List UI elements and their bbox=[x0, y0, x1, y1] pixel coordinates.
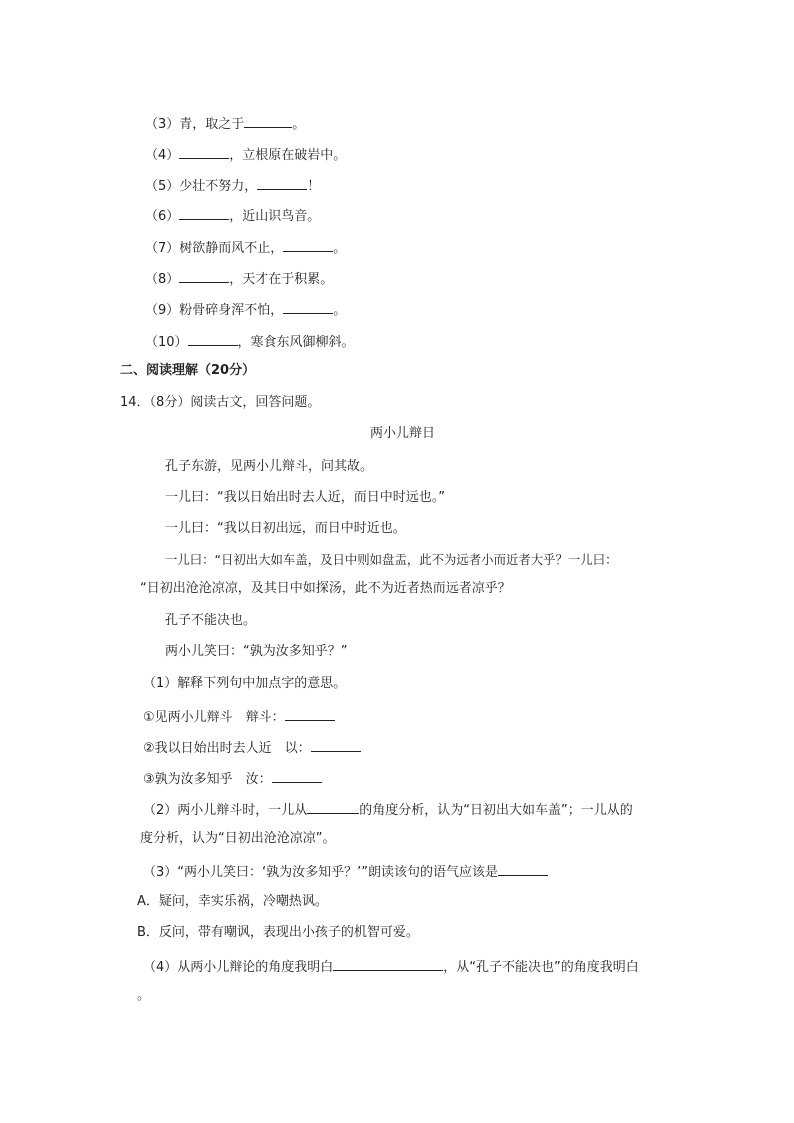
blank-item-4: （4） ，立根原在破岩中。 bbox=[145, 144, 346, 165]
blank-item-3: （3）青，取之于 。 bbox=[145, 113, 305, 134]
sub1-item-1: ①见两小儿辩斗 辩斗： bbox=[143, 706, 335, 727]
answer-blank[interactable] bbox=[307, 799, 359, 814]
blank-item-8: （8） ，天才在于积累。 bbox=[145, 268, 333, 289]
passage-line: “日初出沧沧凉凉，及其日中如探汤，此不为近者热而远者凉乎？ bbox=[140, 581, 511, 596]
sub1-item-3: ③孰为汝多知乎 汝： bbox=[143, 768, 322, 789]
sub2-line-2: 度分析，认为“日初出沧沧凉凉”。 bbox=[140, 831, 336, 846]
blank-item-9: （9）粉骨碎身浑不怕， 。 bbox=[145, 299, 346, 320]
sub3-option-a[interactable]: A．疑问，幸实乐祸，冷嘲热讽。 bbox=[137, 894, 328, 909]
blank-item-7: （7）树欲静而风不止， 。 bbox=[145, 237, 346, 258]
answer-blank[interactable] bbox=[311, 737, 361, 752]
sub4-line-2: 。 bbox=[137, 988, 151, 1003]
passage-title: 两小儿辩日 bbox=[370, 426, 436, 441]
sub3-option-b[interactable]: B．反问，带有嘲讽，表现出小孩子的机智可爱。 bbox=[137, 925, 419, 940]
answer-blank[interactable] bbox=[333, 956, 443, 971]
answer-blank[interactable] bbox=[244, 113, 292, 128]
answer-blank[interactable] bbox=[257, 175, 307, 190]
answer-blank[interactable] bbox=[285, 706, 335, 721]
sub3-prompt: （3）“两小儿笑曰：‘孰为汝多知乎？’”朗读该句的语气应该是 bbox=[143, 861, 548, 882]
sub2-line-1: （2）两小儿辩斗时，一儿从 的角度分析，认为“日初出大如车盖”；一儿从的 bbox=[143, 799, 633, 820]
answer-blank[interactable] bbox=[283, 237, 333, 252]
question-intro: 14．（8分）阅读古文，回答问题。 bbox=[120, 395, 321, 410]
answer-blank[interactable] bbox=[283, 299, 333, 314]
passage-line: 一儿曰：“日初出大如车盖，及日中则如盘盂，此不为远者小而近者大乎？一儿曰： bbox=[165, 552, 618, 567]
answer-blank[interactable] bbox=[179, 205, 229, 220]
passage-line: 两小儿笑曰：“孰为汝多知乎？” bbox=[165, 644, 348, 659]
sub4-line-1: （4）从两小儿辩论的角度我明白 ，从“孔子不能决也”的角度我明白 bbox=[143, 956, 639, 977]
passage-line: 孔子不能决也。 bbox=[165, 613, 257, 628]
passage-line: 一儿曰：“我以日始出时去人近，而日中时远也。” bbox=[165, 490, 445, 505]
answer-blank[interactable] bbox=[272, 768, 322, 783]
answer-blank[interactable] bbox=[498, 861, 548, 876]
sub1-item-2: ②我以日始出时去人近 以： bbox=[143, 737, 361, 758]
passage-line: 孔子东游，见两小儿辩斗，问其故。 bbox=[165, 459, 374, 474]
blank-item-6: （6） ，近山识鸟音。 bbox=[145, 205, 320, 226]
sub1-prompt: （1）解释下列句中加点字的意思。 bbox=[143, 676, 347, 691]
answer-blank[interactable] bbox=[188, 331, 238, 346]
passage-line: 一儿曰：“我以日初出远，而日中时近也。 bbox=[165, 521, 406, 536]
section-heading: 二、阅读理解（20分） bbox=[120, 363, 256, 378]
blank-item-5: （5）少壮不努力， ！ bbox=[145, 175, 320, 196]
blank-item-10: （10） ，寒食东风御柳斜。 bbox=[145, 331, 355, 352]
answer-blank[interactable] bbox=[179, 268, 229, 283]
answer-blank[interactable] bbox=[179, 144, 229, 159]
